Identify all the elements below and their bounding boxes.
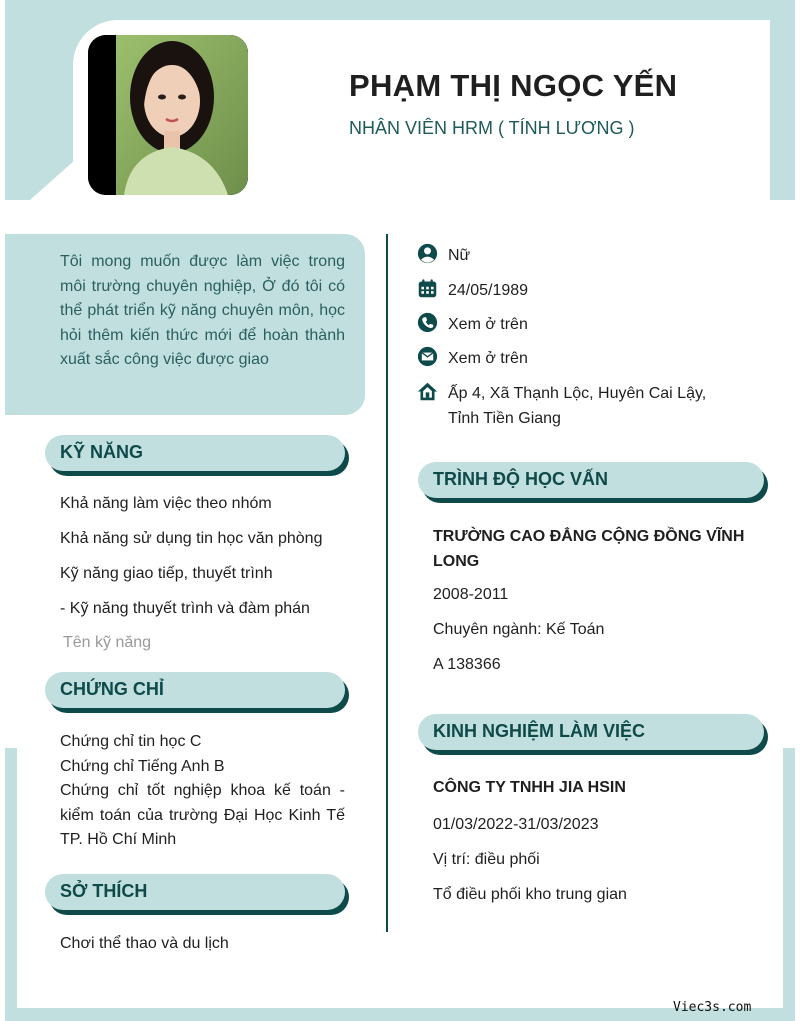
- certificates-list: [60, 730, 345, 853]
- work-position: Vị trí: điều phối: [433, 851, 540, 868]
- contact-email: [417, 346, 528, 371]
- career-objective: [5, 234, 365, 415]
- skill-item: Khả năng làm việc theo nhóm: [60, 495, 272, 512]
- birthday-value: 24/05/1989: [448, 282, 529, 299]
- candidate-name: PHẠM THỊ NGỌC YẾN: [349, 68, 678, 103]
- calendar-icon: [417, 278, 438, 299]
- education-major: Chuyên ngành: Kế Toán: [433, 621, 605, 638]
- home-icon: [417, 381, 438, 402]
- skill-item: Khả năng sử dụng tin học văn phòng: [60, 530, 323, 547]
- header-corner: [30, 160, 75, 200]
- address-line-2: Tỉnh Tiền Giang: [448, 410, 561, 427]
- email-value: Xem ở trên: [448, 350, 528, 367]
- contact-gender: [417, 243, 470, 268]
- certificates-section-title: CHỨNG CHỈ: [45, 672, 345, 708]
- candidate-role: NHÂN VIÊN HRM ( TÍNH LƯƠNG ): [349, 118, 635, 138]
- certificate-item: Chứng chỉ tin học C: [60, 733, 202, 750]
- skill-item: Kỹ năng giao tiếp, thuyết trình: [60, 565, 273, 582]
- address-value: [448, 381, 706, 431]
- address-line-1: Ấp 4, Xã Thạnh Lộc, Huyên Cai Lậy,: [448, 385, 707, 402]
- school-name-line-1: TRƯỜNG CAO ĐẲNG CỘNG ĐỒNG VĨNH: [433, 528, 745, 545]
- certificate-item: Chứng chỉ Tiếng Anh B: [60, 757, 225, 775]
- school-name-line-2: LONG: [433, 552, 480, 570]
- mail-icon: [417, 346, 438, 367]
- user-icon: [417, 243, 438, 264]
- profile-photo: [88, 35, 248, 195]
- school-name: [433, 525, 744, 574]
- watermark: Viec3s.com: [673, 1000, 752, 1015]
- objective-text: Tôi mong muốn được làm việc trong môi trường chuyên nghiệp, Ở đó tôi có thể phát triển kỹ năng chuyên môn, học hỏi thêm kiến thức mới để hoàn thành xuất sắc công việc được giao: [60, 253, 345, 369]
- education-years: 2008-2011: [433, 586, 509, 603]
- education-section-title: TRÌNH ĐỘ HỌC VẤN: [418, 462, 764, 498]
- certificate-item: Chứng chỉ tốt nghiệp khoa kế toán - kiểm toán của trường Đại Học Kinh Tế TP. Hồ Chí Minh: [60, 782, 345, 849]
- gender-value: Nữ: [448, 247, 471, 264]
- skill-item: - Kỹ năng thuyết trình và đàm phán: [60, 600, 310, 617]
- skills-section-title: KỸ NĂNG: [45, 435, 345, 471]
- work-period: 01/03/2022-31/03/2023: [433, 816, 599, 833]
- experience-section-title: KINH NGHIỆM LÀM VIỆC: [418, 714, 764, 750]
- education-grade: A 138366: [433, 656, 501, 673]
- work-department: Tổ điều phối kho trung gian: [433, 886, 627, 903]
- skill-placeholder: Tên kỹ năng: [63, 634, 152, 651]
- contact-birthday: [417, 278, 528, 303]
- company-name: CÔNG TY TNHH JIA HSIN: [433, 779, 626, 796]
- contact-address: [417, 381, 706, 431]
- phone-icon: [417, 312, 438, 333]
- column-divider: [386, 234, 388, 932]
- hobbies-section-title: SỞ THÍCH: [45, 874, 345, 910]
- hobby-item: Chơi thể thao và du lịch: [60, 935, 229, 952]
- phone-value: Xem ở trên: [448, 316, 528, 333]
- contact-phone: [417, 312, 528, 337]
